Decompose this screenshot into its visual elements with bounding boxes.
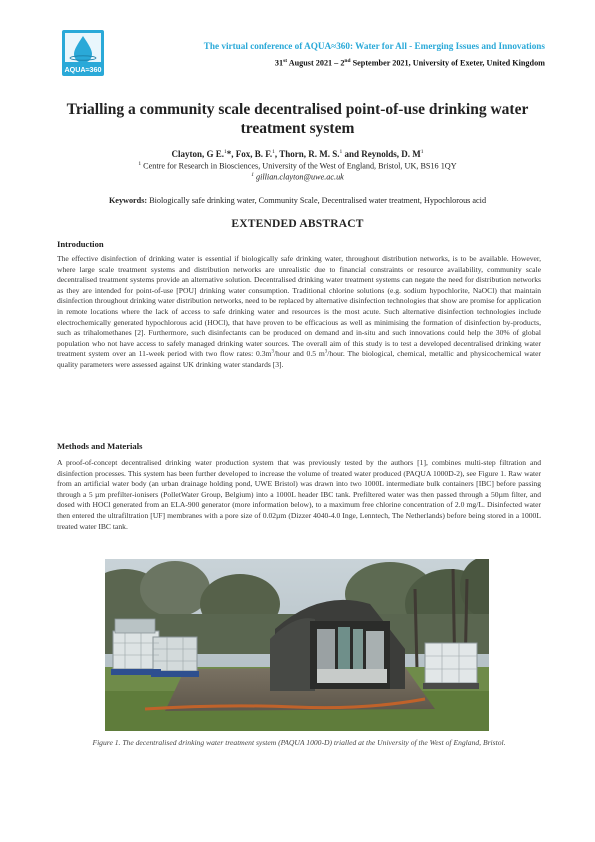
author-name: Clayton, G E. [171, 149, 224, 159]
contact-email[interactable]: $^1$ gillian.clayton@uwe.ac.uk [251, 172, 344, 182]
author-name: Fox, B. F. [235, 149, 273, 159]
methods-heading: Methods and Materials [57, 441, 143, 451]
logo-text: AQUA≈360 [64, 65, 102, 74]
author-name: Thorn, R. M. S. [279, 149, 340, 159]
aqua360-logo [62, 30, 104, 76]
figure-1-photo [105, 559, 489, 731]
figure-1-caption: Figure 1. The decentralised drinking water treatment system (PAQUA 1000-D) trialled at the University of the West of England, Bristol. [92, 738, 506, 747]
introduction-heading: Introduction [57, 239, 104, 249]
author-list: Clayton, G E.$^1$*, Fox, B. F.$^1$, Thorn, R. M. S.$^1$ and Reynolds, D. $M^1$ [171, 149, 424, 159]
introduction-paragraph: The effective disinfection of drinking water is essential if biologically safe drinking water, throughout distribution networks, is to be available. However, where large scale treatment systems and distribution networks are unrealistic due to financial constraints or resource availability, community scale decentralised treatment systems provide an alternative solution. Decentralised drinking water treatment systems can negate the need for distribution networks as they are intended for point-of-use [POU] drinking water consumption. Traditional chlorine solutions (e.g. sodium hypochlorite, NaOCl) that maintain disinfection throughout drinking water distribution networks, need to be replaced by alternative disinfection technologies that show are promise for application in remote locations where the lack of access to safe drinking water and resources is the most acute. Such alternative disinfection technologies include electrochemically generated hypochlorous acid (HOCl), that have proven to be efficacious as well as minimising the formation of disinfection by-products, such as trihalomethanes [2]. Furthermore, such disinfectants can be produced on demand and in-situ and such innovations could help the 30% of global population who not have access to safely managed drinking water sources. The overall aim of this study is to test a developed decentralised drinking water treatment system over an 11-week period with two flow rates: $0.3m^3$/hour and 0.5 $m^3$/hour. The biological, chemical, metallic and physicochemical water quality parameters were assessed against UK drinking water standards [3]. [57, 254, 541, 369]
ibc-tank-right [423, 643, 479, 689]
keywords-label: Keywords: [108, 196, 148, 205]
paper-title: Trialling a community scale decentralised point-of-use drinking water treatment system [66, 101, 529, 137]
author-name: Reynolds, D. M [361, 149, 421, 159]
conference-dates: 31st August 2021 – 2nd September 2021, University of Exeter, United Kingdom [274, 58, 545, 68]
affiliation: $^1$ Centre for Research in Biosciences, University of the West of England, Bristol, UK, BS16 1QY [138, 161, 457, 171]
abstract-heading: EXTENDED ABSTRACT [231, 218, 364, 230]
keywords: Keywords: Biologically safe drinking water, Community Scale, Decentralised water treatment, Hypochlorous acid [108, 196, 487, 205]
conference-title: The virtual conference of AQUA≈360: Water for All - Emerging Issues and Innovations [203, 41, 545, 51]
water-drop-icon [62, 30, 104, 76]
methods-paragraph: A proof-of-concept decentralised drinking water production system that was previously tested by the authors [1], combines multi-step filtration and disinfection processes. This system has been further developed to increase the volume of treated water produced (PAQUA 1000D-2), see Figure 1. Raw water from an artificial water body (an urban drainage holding pond, UWE Bristol) was drawn into two 1000L intermediate bulk containers [IBC] before passing through a 5 µm prefilter-ionisers (PolletWater Group, Belgium) into a 1000L header IBC tank. Prefiltered water was then passed through a 50µm filter, and dosed with HOCl generated from an ELA-900 generator (more information below), to a maximum free chlorine concentration of 2.0 mg/L. Disinfected water then entered the ultrafiltration [UF] membranes with a pore size of 0.02µm (Dizzer 4040-4.0 Inge, Lenntech, The Netherlands) before being stored in a 1000L treated water IBC tank. [57, 458, 541, 531]
